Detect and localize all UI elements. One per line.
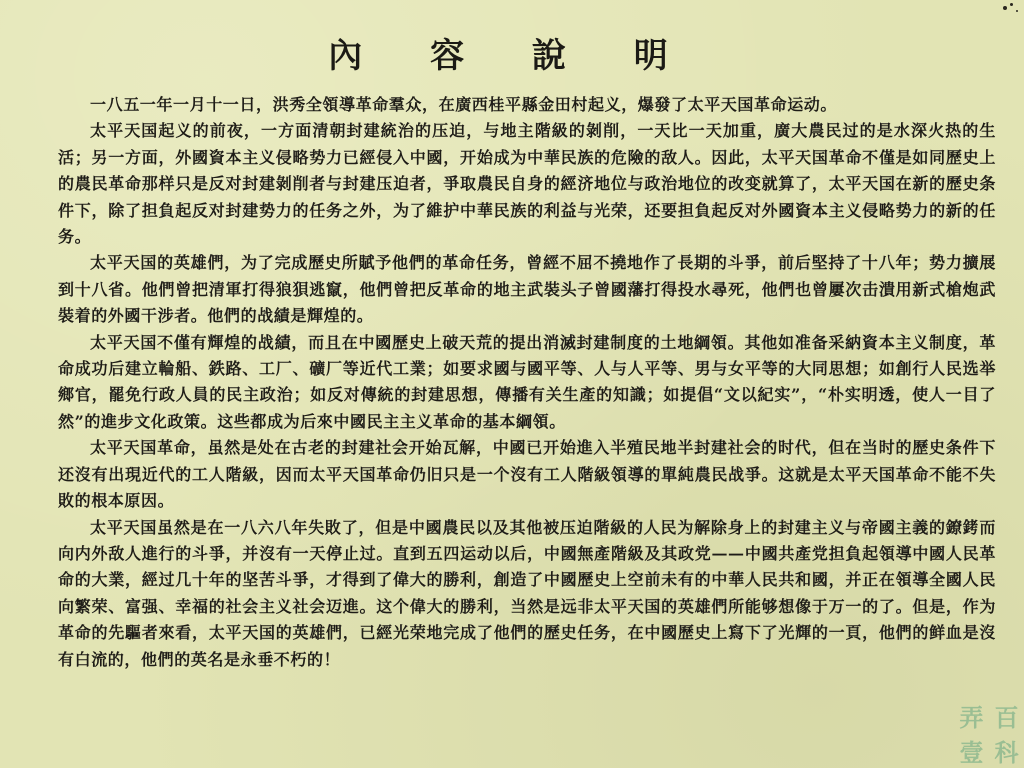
watermark-char-4: 科 bbox=[994, 739, 1019, 767]
watermark-char-1: 弄 bbox=[959, 704, 984, 732]
paragraph-4: 太平天国不僅有輝煌的战績，而且在中國歷史上破天荒的提出消滅封建制度的土地綱領。其他如准备采納資本主义制度，革命成功后建立輪船、鉄路、工厂、礦厂等近代工業；如要求國与國平等、人与人平等、男与女平等的大同思想；如創行人民选举鄉官，罷免行政人員的民主政治；如反对傳統的封建思想，傳播有关生產的知識；如提倡“文以紀实”，“朴实明透，使人一目了然”的進步文化政策。这些都成为后來中國民主主义革命的基本綱領。 bbox=[58, 332, 996, 431]
watermark-char-2: 百 bbox=[994, 704, 1019, 732]
paragraph-6: 太平天国虽然是在一八六八年失敗了，但是中國農民以及其他被压迫階級的人民为解除身上的封建主义与帝國主義的鐐銬而向内外敌人進行的斗爭，并沒有一天停止过。直到五四运动以后，中國無產階級及其政党——中國共產党担負起領導中國人民革命的大業，經过几十年的坚苦斗爭，才得到了偉大的勝利，創造了中國歷史上空前未有的中華人民共和國，并正在領導全國人民向繁荣、富强、幸福的社会主义社会迈進。这个偉大的勝利，当然是远非太平天国的英雄們所能够想像于万一的了。但是，作为革命的先驅者來看，太平天国的英雄們，已經光荣地完成了他們的歷史任务，在中國歷史上寫下了光輝的一頁，他們的鲜血是沒有白流的，他們的英名是永垂不朽的！ bbox=[58, 517, 996, 669]
scan-speck bbox=[1003, 6, 1007, 10]
watermark-logo bbox=[954, 698, 1024, 768]
document-title: 內 容 說 明 bbox=[328, 36, 696, 76]
scan-speck bbox=[1010, 3, 1013, 6]
paragraph-2: 太平天国起义的前夜，一方面清朝封建統治的压迫，与地主階級的剝削，一天比一天加重，廣大農民过的是水深火热的生活；另一方面，外國資本主义侵略势力已經侵入中國，开始成为中華民族的危險的敌人。因此，太平天国革命不僅是如同歷史上的農民革命那样只是反对封建剝削者与封建压迫者，爭取農民自身的經济地位与政治地位的改变就算了，太平天国在新的歷史条件下，除了担負起反对封建势力的任务之外，为了維护中華民族的利益与光荣，还要担負起反对外國資本主义侵略势力的新的任务。 bbox=[58, 121, 996, 247]
paragraph-1: 一八五一年一月十一日，洪秀全領導革命羣众，在廣西桂平縣金田村起义，爆發了太平天国革命运动。 bbox=[90, 95, 838, 114]
scan-speck bbox=[1016, 10, 1018, 12]
watermark-char-3: 壹 bbox=[959, 739, 984, 767]
document-body bbox=[58, 92, 996, 673]
paragraph-3: 太平天国的英雄們，为了完成歷史所賦予他們的革命任务，曾經不屈不撓地作了長期的斗爭，前后堅持了十八年；势力擴展到十八省。他們曾把清軍打得狼狽逃竄，他們曾把反革命的地主武裝头子曾國藩打得投水尋死，他們也曾屢次击潰用新式槍炮武裝着的外國干涉者。他們的战績是輝煌的。 bbox=[58, 253, 996, 326]
paragraph-5: 太平天国革命，虽然是处在古老的封建社会开始瓦解，中國已开始進入半殖民地半封建社会的时代，但在当时的歷史条件下还沒有出現近代的工人階級，因而太平天国革命仍旧只是一个沒有工人階級領導的單純農民战爭。这就是太平天国革命不能不失敗的根本原因。 bbox=[58, 438, 996, 511]
